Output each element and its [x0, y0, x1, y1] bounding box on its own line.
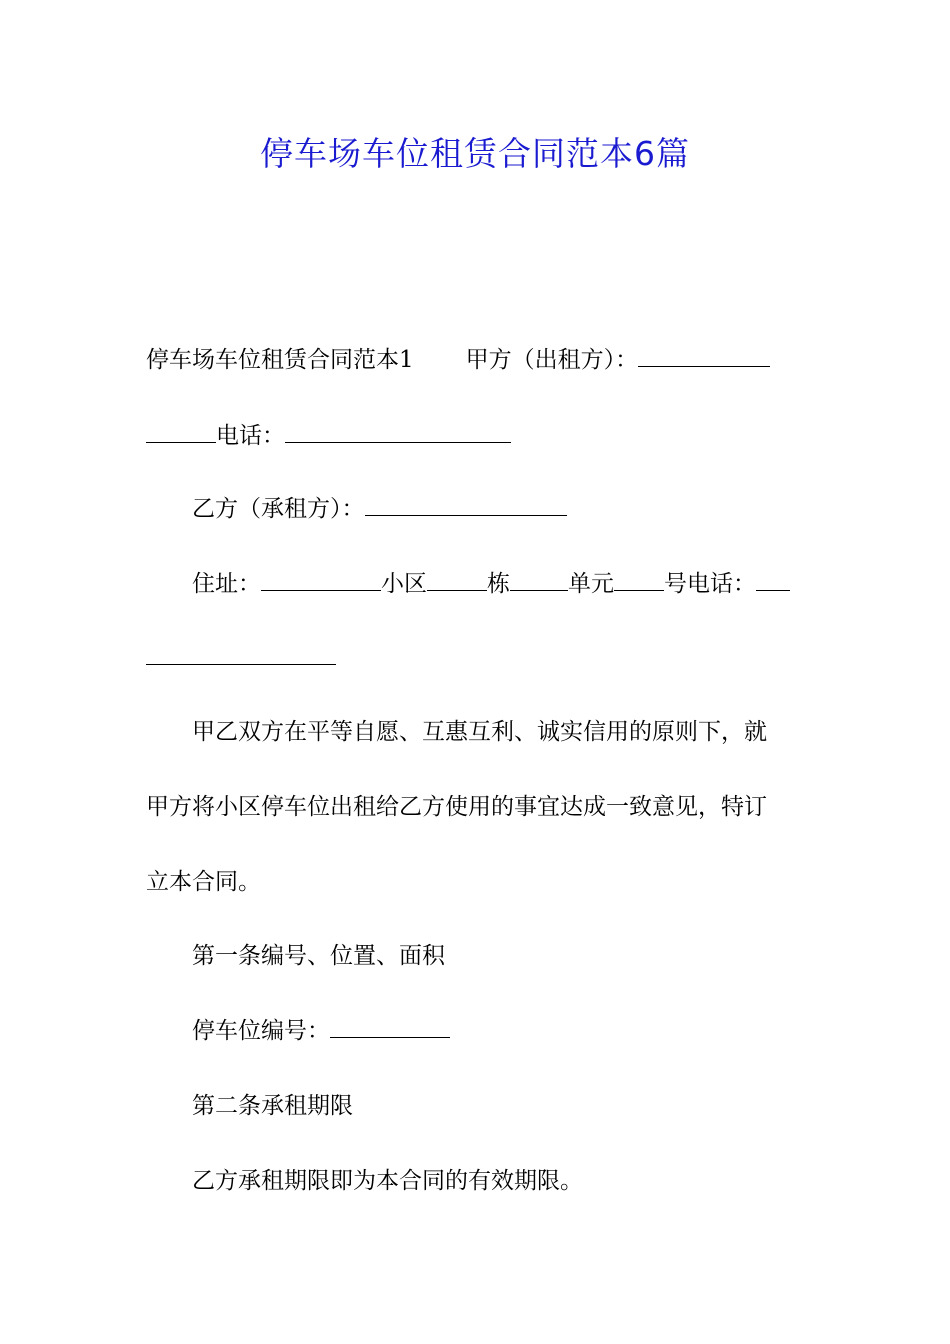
document-title: 停车场车位租赁合同范本6篇 [260, 134, 690, 173]
party-b-phone-blank-continued [146, 644, 336, 665]
paragraph-line-3: 立本合同。 [146, 869, 261, 895]
number-phone-label: 号电话： [664, 571, 756, 597]
phone-label: 电话： [216, 423, 285, 449]
unit-blank [510, 570, 568, 591]
phone-continued-line [146, 643, 816, 673]
phone-line [146, 421, 816, 451]
building-label: 栋 [487, 571, 510, 597]
party-a-blank [638, 346, 770, 367]
article-2-heading: 第二条承租期限 [192, 1093, 353, 1119]
party-b-line [192, 494, 862, 524]
paragraph-line-2: 甲方将小区停车位出租给乙方使用的事宜达成一致意见，特订 [146, 794, 767, 820]
term-text: 乙方承租期限即为本合同的有效期限。 [192, 1168, 583, 1194]
parking-number-label: 停车位编号： [192, 1018, 330, 1044]
address-line [192, 569, 862, 599]
party-b-blank [365, 495, 567, 516]
address-blank [261, 570, 381, 591]
parking-number-line [192, 1016, 862, 1046]
contract-number-label: 停车场车位租赁合同范本1 [146, 347, 414, 373]
party-b-phone-blank [756, 570, 790, 591]
unit-label: 单元 [568, 571, 614, 597]
building-blank [427, 570, 487, 591]
parking-number-blank [330, 1017, 450, 1038]
address-label: 住址： [192, 571, 261, 597]
party-a-blank-continued [146, 422, 216, 443]
article-1-heading: 第一条编号、位置、面积 [192, 943, 445, 969]
party-a-label: 甲方（出租方）： [465, 347, 639, 373]
contract-header-line [146, 345, 816, 375]
party-b-label: 乙方（承租方）： [192, 496, 365, 522]
number-blank [614, 570, 664, 591]
paragraph-line-1: 甲乙双方在平等自愿、互惠互利、诚实信用的原则下，就 [192, 719, 767, 745]
xiaoqu-label: 小区 [381, 571, 427, 597]
phone-blank [285, 422, 511, 443]
